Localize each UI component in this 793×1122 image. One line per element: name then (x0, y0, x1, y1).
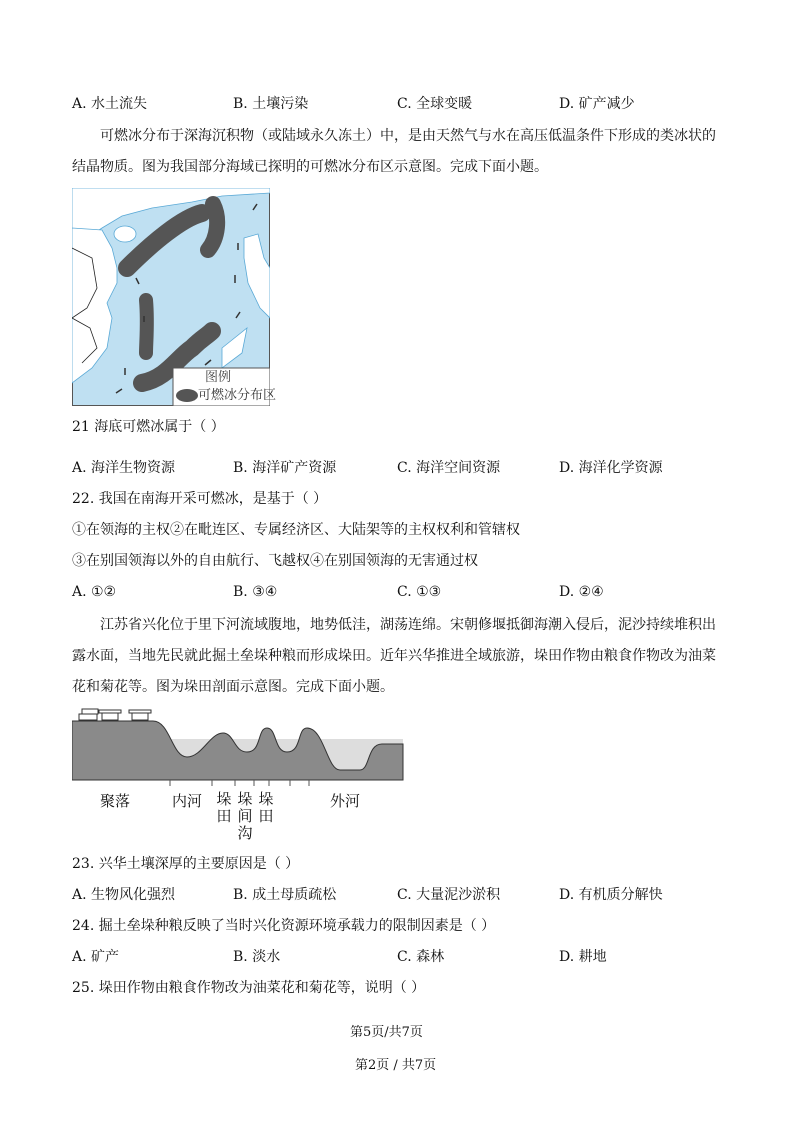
q23-option-c: C. 大量泥沙淤积 (397, 887, 501, 903)
q24-option-a: A. 矿产 (72, 949, 120, 965)
q22-line: ③在别国领海以外的自由航行、飞越权④在别国领海的无害通过权 (72, 553, 478, 569)
q23-option-b: B. 成土母质疏松 (233, 887, 337, 903)
q24-option-b: B. 淡水 (233, 949, 281, 965)
q24-option-c: C. 森林 (397, 949, 445, 965)
intro2-line: 花和菊花等。图为垛田剖面示意图。完成下面小题。 (72, 679, 394, 695)
label-outer-river: 外河 (330, 792, 361, 810)
intro2-line: 江苏省兴化位于里下河流域腹地，地势低洼，湖荡连绵。宋朝修堰抵御海潮入侵后，泥沙持续堆积出 (100, 617, 716, 633)
label-field-1: 垛田 (216, 790, 232, 825)
intro1-line: 结晶物质。图为我国部分海域已探明的可燃冰分布区示意图。完成下面小题。 (72, 159, 548, 175)
q24-option-d: D. 耕地 (559, 949, 607, 965)
q22-option-b: B. ③④ (233, 584, 278, 600)
intro2-line: 露水面，当地先民就此掘土垒垛种粮而形成垛田。近年兴华推进全域旅游，垛田作物由粮食作物改为油菜 (72, 648, 716, 664)
legend-blob-icon (176, 389, 198, 402)
gas-hydrate-map (72, 188, 270, 406)
q20-option-d: D. 矿产减少 (559, 96, 635, 112)
q22-option-a: A. ①② (72, 584, 117, 600)
q20-option-b: B. 土壤污染 (233, 96, 309, 112)
label-settlement: 聚落 (100, 792, 131, 810)
label-inner-river: 内河 (172, 792, 203, 810)
q22-stem: 22. 我国在南海开采可燃冰，是基于（ ） (72, 491, 328, 507)
page-number-outer: 第2页 / 共7页 (355, 1058, 437, 1073)
q21-option-d: D. 海洋化学资源 (559, 460, 663, 476)
q23-option-d: D. 有机质分解快 (559, 887, 663, 903)
q20-option-c: C. 全球变暖 (397, 96, 473, 112)
q23-option-a: A. 生物风化强烈 (72, 887, 176, 903)
map-legend-item: 可燃冰分布区 (198, 388, 277, 403)
q21-option-c: C. 海洋空间资源 (397, 460, 501, 476)
page-number-inner: 第5页/共7页 (350, 1025, 423, 1040)
q21-option-a: A. 海洋生物资源 (72, 460, 176, 476)
q23-stem: 23. 兴华土壤深厚的主要原因是（ ） (72, 856, 300, 872)
q22-option-c: C. ①③ (397, 584, 442, 600)
q20-option-a: A. 水土流失 (72, 96, 148, 112)
label-ditch: 垛间沟 (237, 790, 253, 842)
q21-stem: 21 海底可燃冰属于（ ） (72, 419, 225, 435)
q22-line: ①在领海的主权②在毗连区、专属经济区、大陆架等的主权权利和管辖权 (72, 522, 520, 538)
q22-option-d: D. ②④ (559, 584, 604, 600)
q21-option-b: B. 海洋矿产资源 (233, 460, 337, 476)
label-field-2: 垛田 (258, 790, 274, 825)
map-legend-title: 图例 (205, 370, 232, 385)
q24-stem: 24. 掘土垒垛种粮反映了当时兴化资源环境承载力的限制因素是（ ） (72, 918, 496, 934)
q25-stem: 25. 垛田作物由粮食作物改为油菜花和菊花等，说明（ ） (72, 980, 426, 996)
intro1-line: 可燃冰分布于深海沉积物（或陆域永久冻土）中，是由天然气与水在高压低温条件下形成的类冰状的 (100, 128, 716, 144)
